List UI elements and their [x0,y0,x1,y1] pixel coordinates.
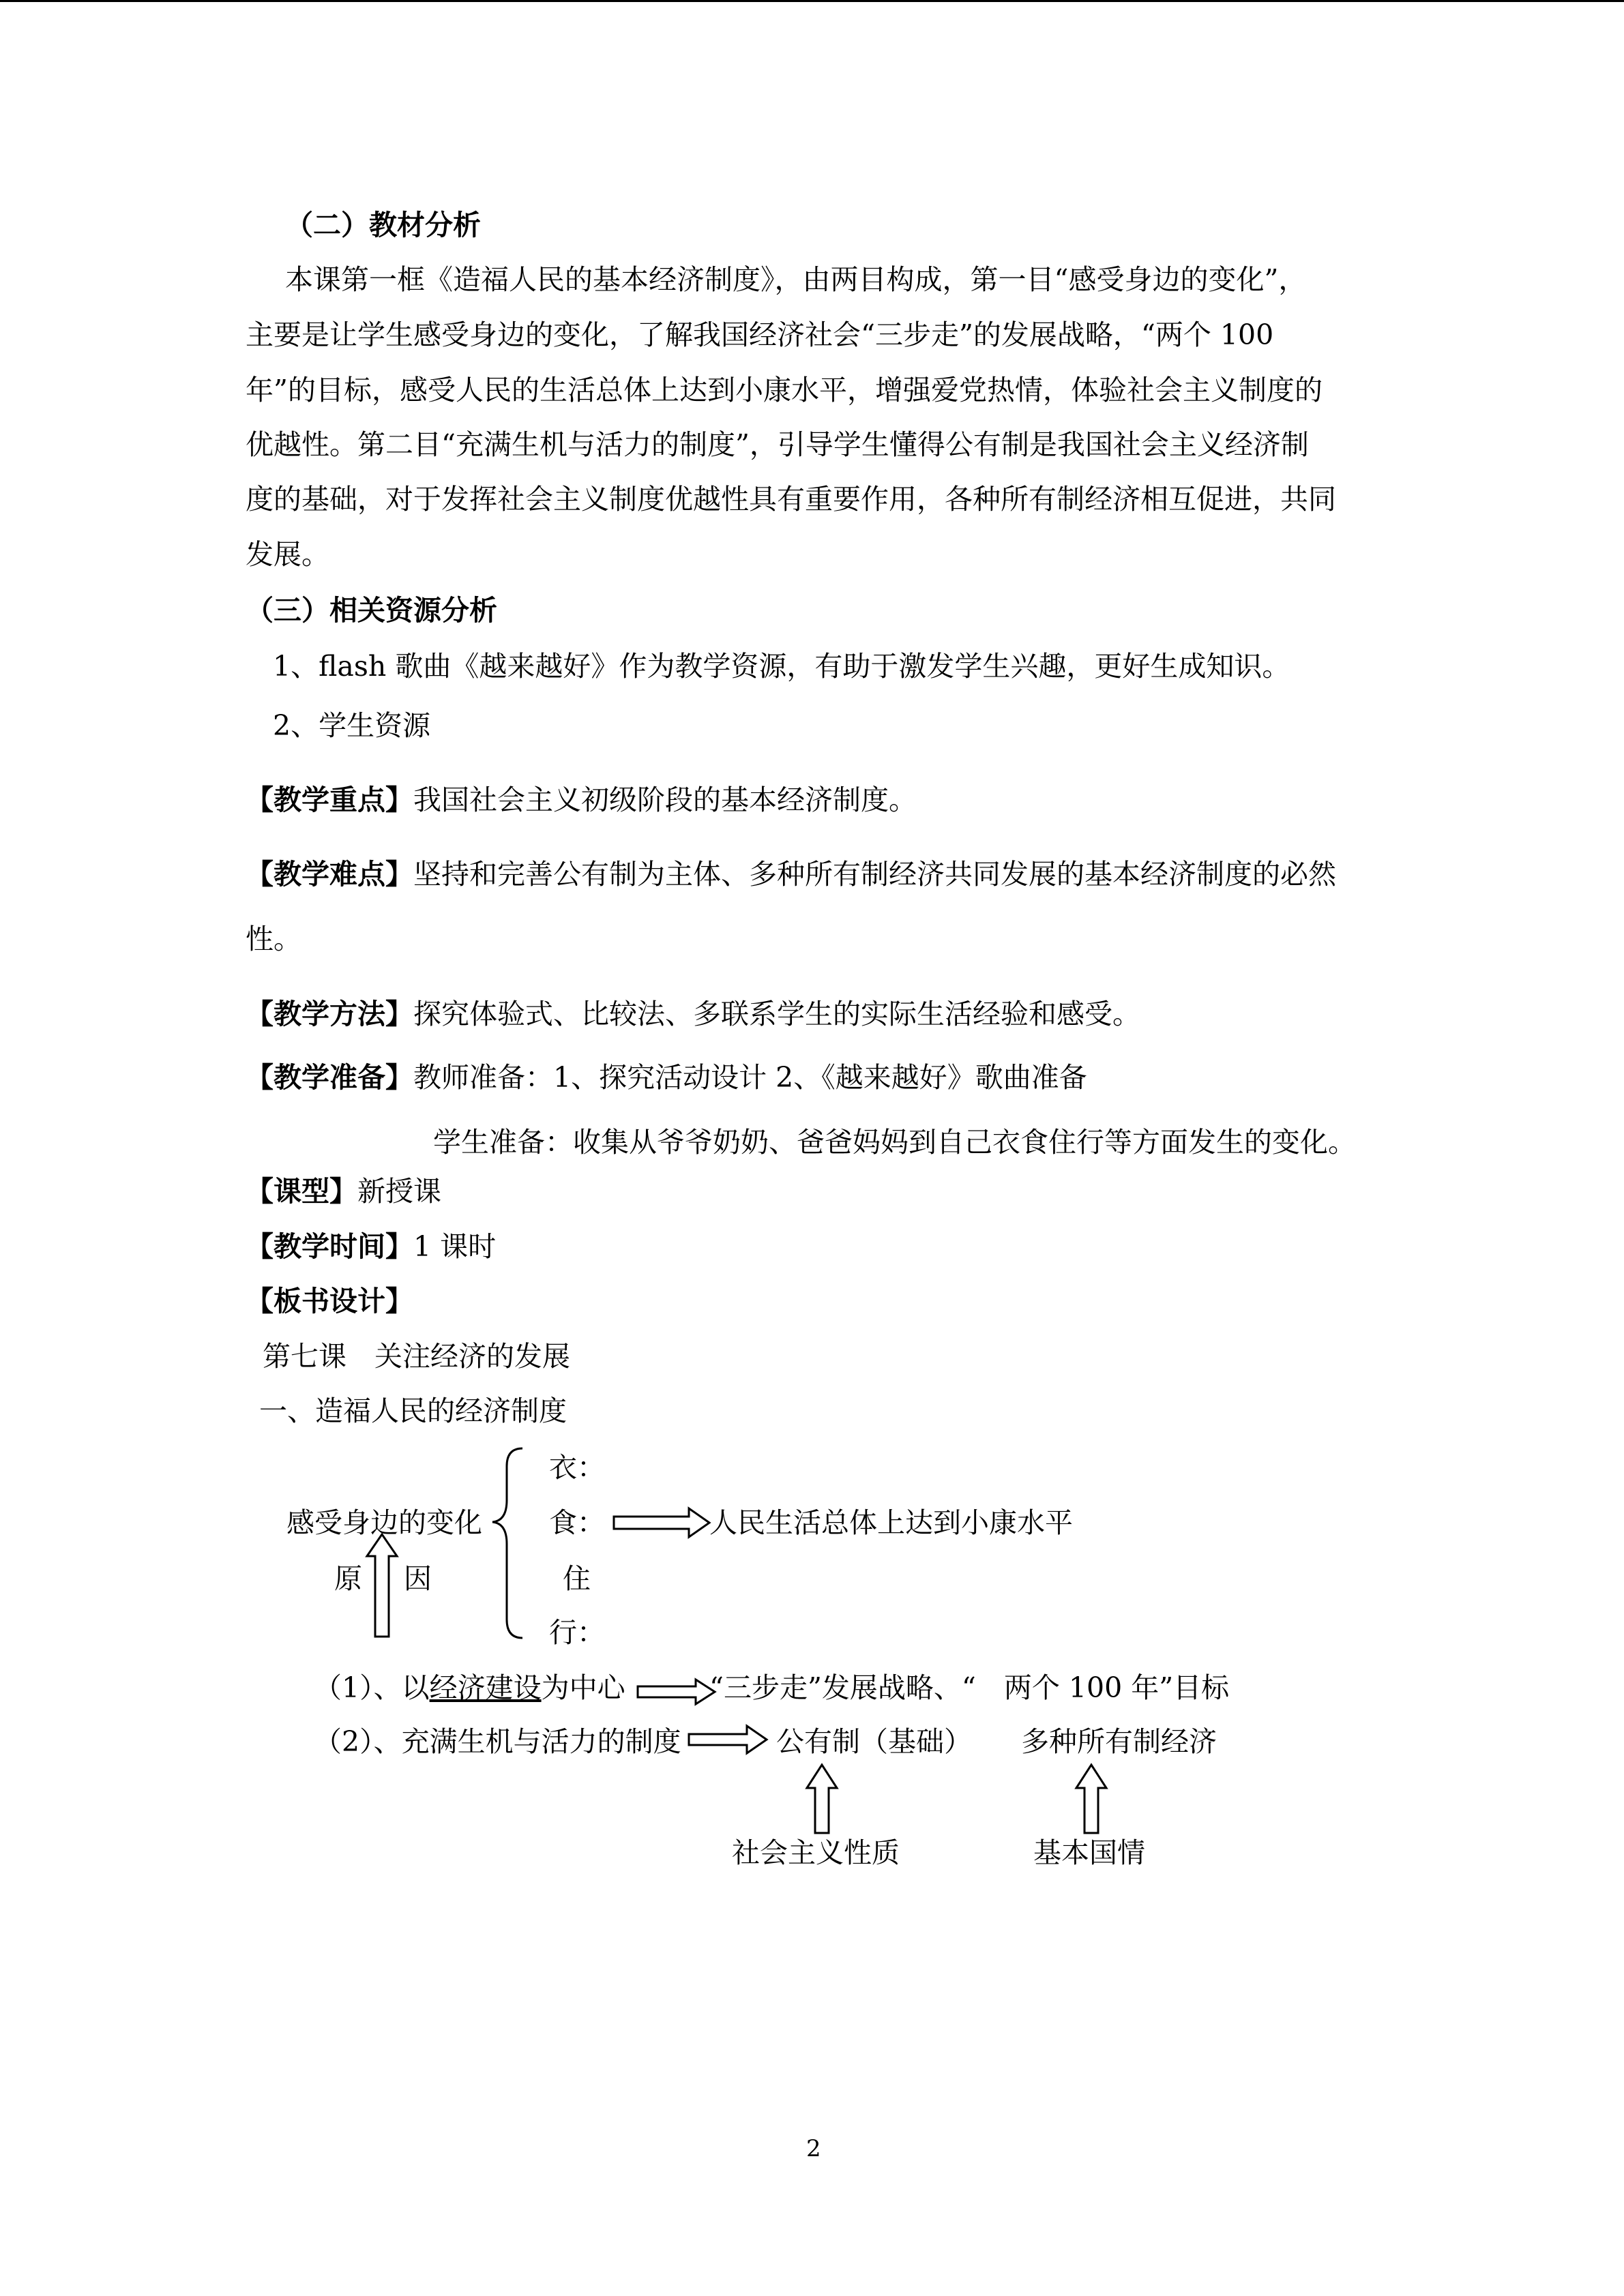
board-clothing: 衣： [549,1451,605,1484]
paragraph-line: 主要是让学生感受身边的变化，了解我国经济社会“三步走”的发展战略，“两个 100 [246,318,1274,351]
board-reason-2: 因 [404,1562,432,1595]
page-number: 2 [806,2135,821,2162]
lesson-time-label: 【教学时间】 [246,1230,413,1263]
difficulty-text-cont: 性。 [246,923,301,955]
board-cause-2: （2）、充满生机与活力的制度 [314,1725,681,1758]
arrow-up-icon [367,1534,397,1637]
key-point-text: 我国社会主义初级阶段的基本经济制度。 [413,784,917,816]
paragraph-line: 度的基础，对于发挥社会主义制度优越性具有重要作用，各种所有制经济相互促进，共同 [246,483,1336,516]
board-design-label: 【板书设计】 [246,1285,413,1317]
resource-item-2: 2、学生资源 [273,709,431,742]
board-national-conditions: 基本国情 [1033,1836,1145,1869]
paragraph-line: 年”的目标，感受人民的生活总体上达到小康水平，增强爱党热情，体验社会主义制度的 [246,374,1323,406]
board-title: 第七课 关注经济的发展 [263,1340,570,1373]
curly-brace [492,1448,522,1638]
paragraph-line: 本课第一框《造福人民的基本经济制度》，由两目构成，第一目“感受身边的变化”， [285,263,1307,296]
arrow-right-icon [638,1680,715,1704]
arrow-right-icon [614,1508,709,1537]
lesson-time-text: 1 课时 [413,1230,497,1263]
board-multi-ownership: 多种所有制经济 [1021,1725,1217,1758]
preparation-label: 【教学准备】 [246,1061,413,1094]
board-travel: 行： [549,1616,605,1649]
board-housing: 住 [563,1562,591,1595]
board-food: 食： [549,1506,605,1539]
board-public-ownership: 公有制（基础） [776,1725,972,1758]
board-socialist-nature: 社会主义性质 [732,1836,900,1869]
section-heading-textbook-analysis: （二）教材分析 [285,209,481,241]
board-change: 感受身边的变化 [286,1506,482,1539]
key-point-label: 【教学重点】 [246,784,413,816]
preparation-student: 学生准备：收集从爷爷奶奶、爸爸妈妈到自己衣食住行等方面发生的变化。 [433,1126,1356,1159]
difficulty-label: 【教学难点】 [246,858,413,891]
board-cause-1-result: “三步走”发展战略、“ 两个 100 年”目标 [709,1671,1230,1704]
method-label: 【教学方法】 [246,998,413,1030]
lesson-type-label: 【课型】 [246,1175,357,1208]
board-result: 人民生活总体上达到小康水平 [709,1506,1073,1539]
board-reason-1: 原 [334,1562,362,1595]
arrow-right-icon [689,1726,767,1753]
lesson-type-text: 新授课 [357,1175,441,1208]
economic-construction: 经济建设 [429,1671,542,1704]
arrow-up-icon [807,1765,837,1833]
resource-item-1: 1、flash 歌曲《越来越好》作为教学资源，有助于激发学生兴趣，更好生成知识。 [273,650,1290,683]
section-heading-resources: （三）相关资源分析 [246,594,497,627]
paragraph-line: 优越性。第二目“充满生机与活力的制度”，引导学生懂得公有制是我国社会主义经济制 [246,428,1309,461]
method-text: 探究体验式、比较法、多联系学生的实际生活经验和感受。 [413,998,1140,1030]
paragraph-line: 发展。 [246,538,329,571]
board-cause-1: （1）、以经济建设为中心 [314,1671,625,1704]
board-subtitle: 一、造福人民的经济制度 [259,1395,567,1427]
difficulty-text: 坚持和完善公有制为主体、多种所有制经济共同发展的基本经济制度的必然 [413,858,1336,891]
preparation-text: 教师准备：1、探究活动设计 2、《越来越好》歌曲准备 [413,1061,1087,1094]
arrow-up-icon [1076,1765,1106,1833]
